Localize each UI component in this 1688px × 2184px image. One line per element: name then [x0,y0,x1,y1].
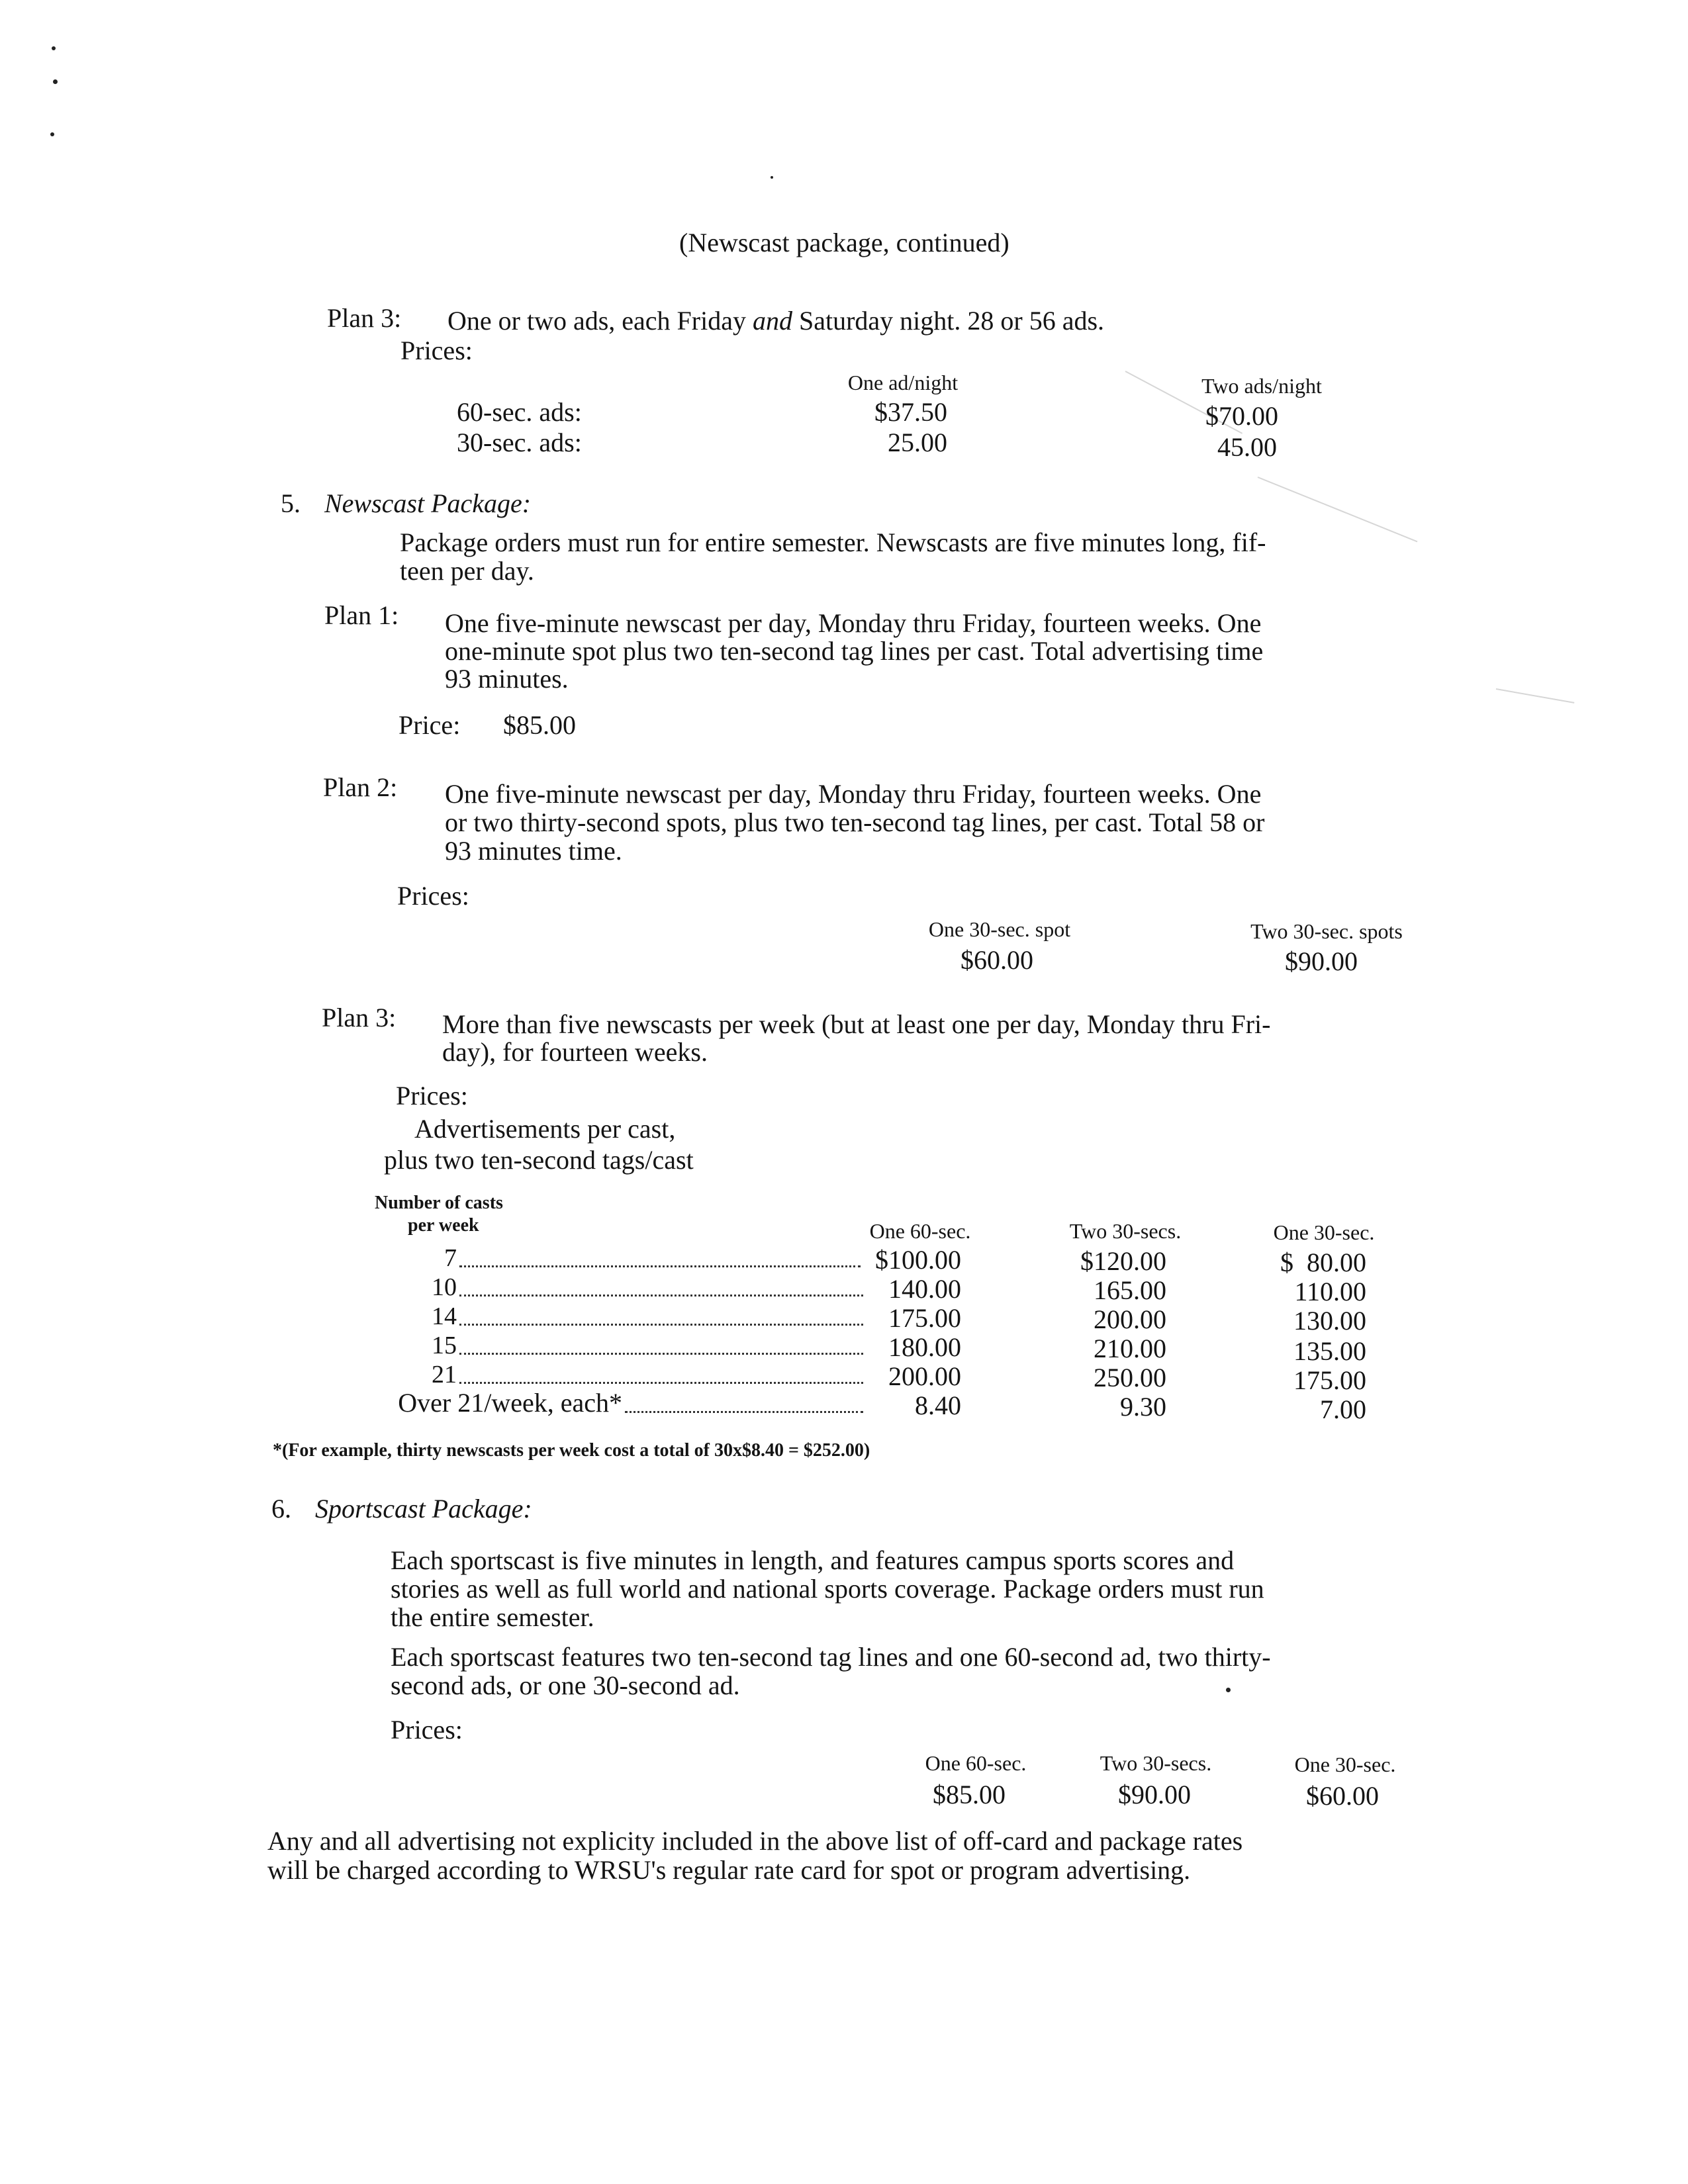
plan3-top-row-60-v1: $37.50 [874,397,947,427]
plan1-label: Plan 1: [324,600,399,630]
sec6-p2-line-2: second ads, or one 30-second ad. [391,1670,740,1700]
closing-line-1: Any and all advertising not explicity included in the above list of off-card and package rates [267,1826,1243,1856]
sec6-p2-line-1: Each sportscast features two ten-second tag lines and one 60-second ad, two thirty- [391,1642,1271,1672]
plan2-col2-header: Two 30-sec. spots [1250,919,1403,943]
sec6-title [315,1496,532,1522]
sec5-number: 5. [281,488,301,518]
plan3-top-label: Plan 3: [327,303,402,333]
dot-leader [625,1411,863,1413]
scan-speck [53,79,58,84]
row-two-30: $120.00 [1080,1246,1166,1276]
plan3-line-2: day), for fourteen weeks. [442,1037,708,1067]
row-two-30: 210.00 [1094,1334,1166,1363]
plan3-label: Plan 3: [322,1003,397,1032]
sec6-p1-line-3: the entire semester. [391,1602,594,1632]
scan-speck [50,132,54,136]
row-one-30: $ 80.00 [1280,1248,1366,1277]
plan3-sub-line-1: Advertisements per cast, [414,1114,676,1144]
plan2-line-3: 93 minutes time. [445,836,622,866]
dot-leader [459,1295,863,1297]
sec6-v3: $60.00 [1306,1781,1379,1811]
plan3-col0-header-2: per week [408,1215,479,1236]
sec6-p1-line-2: stories as well as full world and national sports coverage. Package orders must run [391,1574,1264,1604]
plan3-prices-label: Prices: [396,1081,468,1111]
row-one-30: 135.00 [1293,1336,1366,1366]
plan3-top-row-30-v1: 25.00 [888,428,947,457]
row-one-60: $100.00 [875,1245,961,1275]
dot-leader [459,1324,863,1326]
plan2-col1-header: One 30-sec. spot [928,917,1071,941]
row-one-60: 180.00 [888,1332,961,1362]
plan3-top-text-and: and [752,306,792,336]
row-two-30: 200.00 [1094,1304,1166,1334]
row-one-30: 175.00 [1293,1365,1366,1395]
plan2-prices-label: Prices: [397,881,469,911]
plan3-top-row-60-v2: $70.00 [1205,401,1278,431]
sec5-intro-line-1: Package orders must run for entire semester. Newscasts are five minutes long, fif- [400,527,1266,557]
plan3-top-row-60-label: 60-sec. ads: [457,397,582,427]
sec6-v2: $90.00 [1118,1780,1191,1809]
row-casts: 10 [432,1273,457,1301]
closing-line-2: will be charged according to WRSU's regular rate card for spot or program advertising. [267,1855,1191,1885]
plan3-col0-header-1: Number of casts [375,1193,503,1213]
sec5-intro-line-2: teen per day. [400,556,534,586]
row-casts: 21 [432,1361,457,1388]
plan2-line-2: or two thirty-second spots, plus two ten-second tag lines, per cast. Total 58 or [445,807,1265,837]
row-one-60: 8.40 [915,1390,961,1420]
row-one-30: 110.00 [1294,1277,1366,1306]
plan1-line-3: 93 minutes. [445,664,569,694]
scan-speck [1226,1688,1231,1692]
plan3-col2-header: Two 30-secs. [1069,1219,1182,1243]
sec6-col1-header: One 60-sec. [925,1751,1027,1775]
plan3-top-col2-header: Two ads/night [1201,374,1322,398]
sec6-col3-header: One 30-sec. [1294,1752,1396,1776]
plan1-price-label: Price: [399,710,461,740]
row-casts: 7 [444,1244,457,1272]
plan3-sub-line-2: plus two ten-second tags/cast [384,1145,694,1175]
sec5-title [324,490,531,517]
row-one-60: 200.00 [888,1361,961,1391]
row-casts: 15 [432,1332,457,1359]
sec5-title-text: Newscast Package: [324,488,532,518]
plan2-line-1: One five-minute newscast per day, Monday thru Friday, fourteen weeks. One [445,779,1262,809]
row-one-30: 7.00 [1320,1394,1366,1424]
paper-crease [1496,688,1575,704]
row-two-30: 165.00 [1094,1275,1166,1305]
plan3-top-row-30-v2: 45.00 [1217,432,1277,462]
plan3-top-row-30-label: 30-sec. ads: [457,428,582,457]
plan2-v2: $90.00 [1285,946,1358,976]
plan2-v1: $60.00 [961,945,1033,975]
sec6-p1-line-1: Each sportscast is five minutes in length, and features campus sports scores and [391,1545,1235,1575]
plan1-line-1: One five-minute newscast per day, Monday thru Friday, fourteen weeks. One [445,608,1262,638]
scan-speck [771,176,773,179]
sec6-v1: $85.00 [933,1780,1006,1809]
scan-speck [52,46,56,50]
plan1-price: $85.00 [503,710,576,740]
continued-heading: (Newscast package, continued) [679,228,1009,257]
dot-leader [459,1382,863,1384]
sec6-title-text: Sportscast Package: [315,1494,532,1524]
plan3-top-text [447,308,1104,334]
row-casts: 14 [432,1302,457,1330]
plan3-top-text-a: One or two ads, each Friday [447,306,746,336]
plan3-footnote: *(For example, thirty newscasts per week cost a total of 30x$8.40 = $252.00) [273,1440,870,1461]
plan3-top-col1-header: One ad/night [847,371,959,394]
plan3-top-text-c: Saturday night. 28 or 56 ads. [798,306,1105,336]
dot-leader [459,1265,861,1267]
sec6-prices-label: Prices: [391,1715,463,1745]
paper-crease [1258,477,1418,542]
plan2-label: Plan 2: [323,772,398,802]
row-casts: Over 21/week, each* [398,1388,622,1418]
row-two-30: 9.30 [1120,1392,1166,1422]
plan3-col1-header: One 60-sec. [869,1219,971,1243]
plan3-top-prices-label: Prices: [400,336,473,365]
sec6-col2-header: Two 30-secs. [1100,1751,1212,1775]
plan1-line-2: one-minute spot plus two ten-second tag lines per cast. Total advertising time [445,636,1264,666]
row-one-30: 130.00 [1293,1306,1366,1336]
row-one-60: 175.00 [888,1303,961,1333]
plan3-line-1: More than five newscasts per week (but at least one per day, Monday thru Fri- [442,1009,1271,1039]
plan3-col3-header: One 30-sec. [1273,1220,1375,1244]
dot-leader [459,1353,863,1355]
sec6-number: 6. [271,1494,291,1524]
row-one-60: 140.00 [888,1274,961,1304]
row-two-30: 250.00 [1094,1363,1166,1392]
